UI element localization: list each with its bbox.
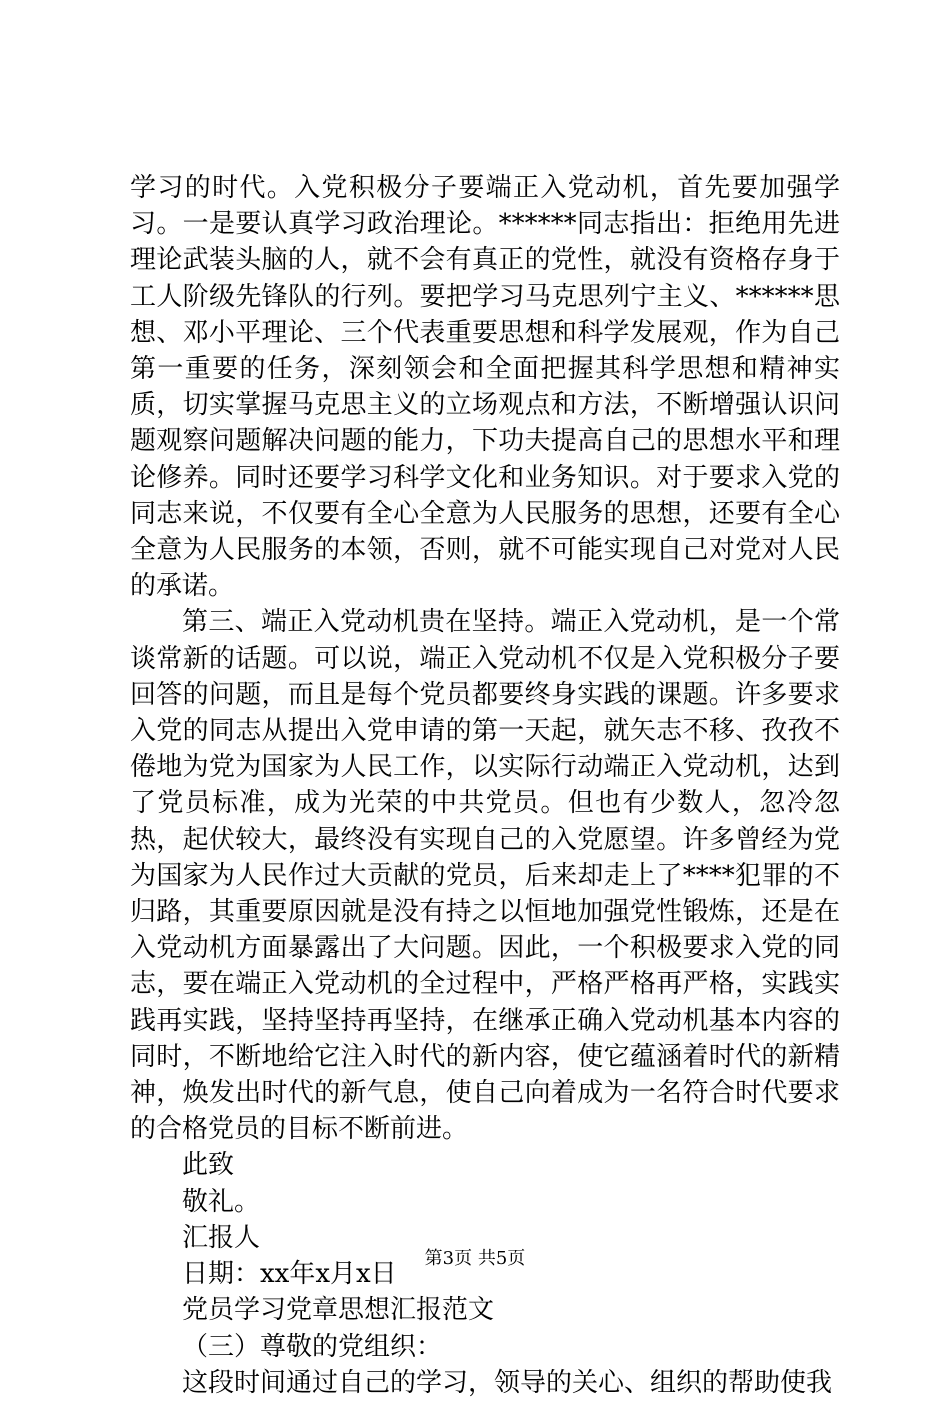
closing-respect: 敬礼。 — [182, 1186, 261, 1217]
document-body — [130, 170, 840, 1401]
paragraph-continued: 学习的时代。入党积极分子要端正入党动机，首先要加强学习。一是要认真学习政治理论。******同志指出：拒绝用先进理论武装头脑的人，就不会有真正的党性，就没有资格存身于工人阶级先锋队的行列。要把学习马克思列宁主义、******思想、邓小平理论、三个代表重要思想和科学发展观，作为自己第一重要的任务，深刻领会和全面把握其科学思想和精神实质，切实掌握马克思主义的立场观点和方法，不断增强认识问题观察问题解决问题的能力，下功夫提高自己的思想水平和理论修养。同时还要学习科学文化和业务知识。对于要求入党的同志来说，不仅要有全心全意为人民服务的思想，还要有全心全意为人民服务的本领，否则，就不可能实现自己对党对人民的承诺。 — [130, 173, 840, 602]
next-article-title: 党员学习党章思想汇报范文 — [182, 1295, 495, 1326]
page-number-footer: 第3页 共5页 — [424, 1248, 526, 1269]
section-heading: （三）尊敬的党组织： — [182, 1331, 443, 1362]
report-date: 日期：xx年x月x日 — [182, 1259, 397, 1290]
next-paragraph-start: 这段时间通过自己的学习，领导的关心、组织的帮助使我 — [182, 1367, 833, 1398]
paragraph-third-point: 第三、端正入党动机贵在坚持。端正入党动机，是一个常谈常新的话题。可以说，端正入党动机不仅是入党积极分子要回答的问题，而且是每个党员都要终身实践的课题。许多要求入党的同志从提出入党申请的第一天起，就矢志不移、孜孜不倦地为党为国家为人民工作，以实际行动端正入党动机，达到了党员标准，成为光荣的中共党员。但也有少数人，忽冷忽热，起伏较大，最终没有实现自己的入党愿望。许多曾经为党为国家为人民作过大贡献的党员，后来却走上了****犯罪的不归路，其重要原因就是没有持之以恒地加强党性锻炼，还是在入党动机方面暴露出了大问题。因此，一个积极要求入党的同志，要在端正入党动机的全过程中，严格严格再严格，实践实践再实践，坚持坚持再坚持，在继承正确入党动机基本内容的同时，不断地给它注入时代的新内容，使它蕴涵着时代的新精神，焕发出时代的新气息，使自己向着成为一名符合时代要求的合格党员的目标不断前进。 — [130, 607, 840, 1145]
reporter-label: 汇报人 — [182, 1222, 261, 1253]
closing-salutation: 此致 — [182, 1150, 235, 1181]
